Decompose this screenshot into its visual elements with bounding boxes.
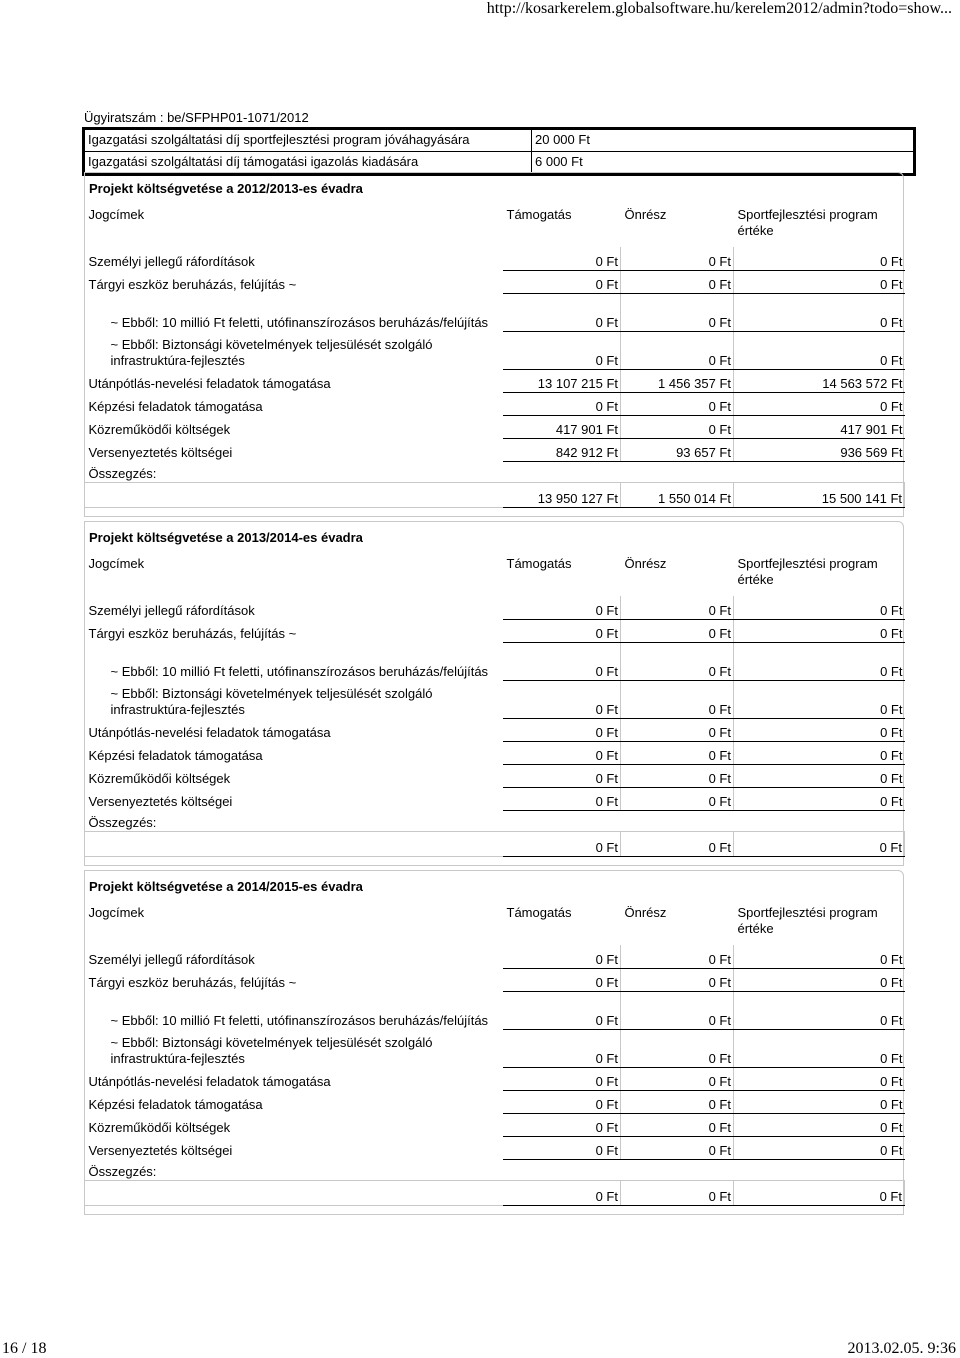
- program-value: 0 Ft: [734, 392, 905, 415]
- summary-own-share: 0 Ft: [621, 831, 734, 856]
- summary-program: 0 Ft: [734, 1180, 905, 1205]
- own-share-value: 0 Ft: [621, 680, 734, 718]
- support-value: 0 Ft: [503, 968, 621, 991]
- own-share-value: 0 Ft: [621, 741, 734, 764]
- row-label: Utánpótlás-nevelési feladatok támogatása: [88, 376, 331, 391]
- summary-spacer: [85, 831, 503, 856]
- program-value: 0 Ft: [734, 1029, 905, 1067]
- col-header-onresz: Önrész: [624, 207, 667, 222]
- row-label: Versenyeztetés költségei: [88, 794, 233, 809]
- table-header: [85, 902, 905, 945]
- program-value: 417 901 Ft: [734, 415, 905, 438]
- program-value: 0 Ft: [734, 1090, 905, 1113]
- program-value: 0 Ft: [734, 331, 905, 369]
- section-title: Projekt költségvetése a 2013/2014-es évadra: [89, 530, 363, 545]
- table-row: [85, 991, 905, 1029]
- fee-value: 6 000 Ft: [532, 152, 915, 175]
- table-row: [85, 369, 905, 392]
- row-label: Tárgyi eszköz beruházás, felújítás ~: [88, 626, 297, 641]
- fee-value: 20 000 Ft: [532, 129, 915, 152]
- summary-support: 0 Ft: [503, 831, 621, 856]
- summary-own-share: 1 550 014 Ft: [621, 482, 734, 507]
- program-value: 0 Ft: [734, 247, 905, 270]
- page-url: http://kosarkerelem.globalsoftware.hu/kerelem2012/admin?todo=show...: [486, 0, 952, 17]
- support-value: 0 Ft: [503, 764, 621, 787]
- page-number: 16 / 18: [2, 1340, 47, 1357]
- fees-table: [82, 127, 916, 176]
- support-value: 13 107 215 Ft: [503, 369, 621, 392]
- support-value: 0 Ft: [503, 1090, 621, 1113]
- summary-support: 0 Ft: [503, 1180, 621, 1205]
- program-value: 0 Ft: [734, 293, 905, 331]
- row-label: Versenyeztetés költségei: [88, 1143, 233, 1158]
- own-share-value: 0 Ft: [621, 968, 734, 991]
- budget-table: [84, 902, 905, 1206]
- own-share-value: 0 Ft: [621, 945, 734, 968]
- support-value: 0 Ft: [503, 331, 621, 369]
- row-label: Tárgyi eszköz beruházás, felújítás ~: [88, 277, 297, 292]
- support-value: 842 912 Ft: [503, 438, 621, 461]
- own-share-value: 0 Ft: [621, 1090, 734, 1113]
- own-share-value: 0 Ft: [621, 718, 734, 741]
- document-id: Ügyiratszám : be/SFPHP01-1071/2012: [84, 110, 309, 125]
- support-value: 0 Ft: [503, 1067, 621, 1090]
- support-value: 0 Ft: [503, 1029, 621, 1067]
- support-value: 0 Ft: [503, 642, 621, 680]
- table-row: [85, 596, 905, 619]
- support-value: 0 Ft: [503, 1113, 621, 1136]
- own-share-value: 1 456 357 Ft: [621, 369, 734, 392]
- program-value: 0 Ft: [734, 619, 905, 642]
- summary-row: [85, 1180, 905, 1205]
- program-value: 0 Ft: [734, 596, 905, 619]
- table-row: [85, 1067, 905, 1090]
- program-value: 0 Ft: [734, 741, 905, 764]
- program-value: 0 Ft: [734, 1113, 905, 1136]
- own-share-value: 0 Ft: [621, 991, 734, 1029]
- col-header-program-erteke: Sportfejlesztési program értéke: [737, 905, 878, 936]
- row-label: Közreműködői költségek: [88, 1120, 231, 1135]
- table-row: [85, 680, 905, 718]
- program-value: 14 563 572 Ft: [734, 369, 905, 392]
- program-value: 0 Ft: [734, 680, 905, 718]
- col-header-program-erteke: Sportfejlesztési program értéke: [737, 207, 878, 238]
- own-share-value: 0 Ft: [621, 270, 734, 293]
- summary-row: [85, 831, 905, 856]
- table-row: [85, 438, 905, 461]
- own-share-value: 0 Ft: [621, 787, 734, 810]
- own-share-value: 0 Ft: [621, 642, 734, 680]
- table-row: [85, 945, 905, 968]
- table-row: [85, 1113, 905, 1136]
- col-header-jogcimek: Jogcímek: [88, 905, 145, 920]
- summary-label: Összegzés:: [88, 1163, 157, 1179]
- row-label: ~ Ebből: 10 millió Ft feletti, utófinanszírozásos beruházás/felújítás: [110, 315, 489, 330]
- row-label: Közreműködői költségek: [88, 422, 231, 437]
- table-row: [85, 741, 905, 764]
- program-value: 0 Ft: [734, 1067, 905, 1090]
- row-label: Tárgyi eszköz beruházás, felújítás ~: [88, 975, 297, 990]
- table-row: [85, 331, 905, 369]
- col-header-tamogatas: Támogatás: [506, 905, 572, 920]
- fee-row: [84, 129, 915, 152]
- own-share-value: 0 Ft: [621, 764, 734, 787]
- section-title: Projekt költségvetése a 2012/2013-es évadra: [89, 181, 363, 196]
- support-value: 0 Ft: [503, 787, 621, 810]
- summary-row: [85, 482, 905, 507]
- col-header-program-erteke: Sportfejlesztési program értéke: [737, 556, 878, 587]
- col-header-tamogatas: Támogatás: [506, 556, 572, 571]
- program-value: 0 Ft: [734, 991, 905, 1029]
- table-row: [85, 293, 905, 331]
- row-label: Közreműködői költségek: [88, 771, 231, 786]
- support-value: 0 Ft: [503, 596, 621, 619]
- row-label: ~ Ebből: Biztonsági követelmények teljesülését szolgáló infrastruktúra-fejlesztés: [110, 1035, 433, 1066]
- own-share-value: 0 Ft: [621, 1113, 734, 1136]
- own-share-value: 0 Ft: [621, 331, 734, 369]
- col-header-jogcimek: Jogcímek: [88, 556, 145, 571]
- support-value: 0 Ft: [503, 619, 621, 642]
- support-value: 0 Ft: [503, 293, 621, 331]
- support-value: 0 Ft: [503, 1136, 621, 1159]
- table-header: [85, 204, 905, 247]
- own-share-value: 0 Ft: [621, 1029, 734, 1067]
- summary-spacer: [85, 482, 503, 507]
- table-row: [85, 968, 905, 991]
- own-share-value: 0 Ft: [621, 596, 734, 619]
- summary-label: Összegzés:: [88, 465, 157, 481]
- program-value: 936 569 Ft: [734, 438, 905, 461]
- col-header-onresz: Önrész: [624, 556, 667, 571]
- row-label: Személyi jellegű ráfordítások: [88, 952, 255, 967]
- table-row: [85, 764, 905, 787]
- print-datetime: 2013.02.05. 9:36: [847, 1340, 956, 1357]
- row-label: ~ Ebből: Biztonsági követelmények teljesülését szolgáló infrastruktúra-fejlesztés: [110, 686, 433, 717]
- summary-label: Összegzés:: [88, 814, 157, 830]
- program-value: 0 Ft: [734, 642, 905, 680]
- program-value: 0 Ft: [734, 787, 905, 810]
- row-label: Utánpótlás-nevelési feladatok támogatása: [88, 725, 331, 740]
- row-label: Személyi jellegű ráfordítások: [88, 603, 255, 618]
- table-row: [85, 718, 905, 741]
- summary-label-row: [85, 461, 905, 482]
- own-share-value: 0 Ft: [621, 1067, 734, 1090]
- own-share-value: 0 Ft: [621, 619, 734, 642]
- col-header-tamogatas: Támogatás: [506, 207, 572, 222]
- support-value: 0 Ft: [503, 392, 621, 415]
- summary-label-row: [85, 810, 905, 831]
- support-value: 0 Ft: [503, 741, 621, 764]
- program-value: 0 Ft: [734, 764, 905, 787]
- support-value: 0 Ft: [503, 680, 621, 718]
- own-share-value: 0 Ft: [621, 1136, 734, 1159]
- summary-support: 13 950 127 Ft: [503, 482, 621, 507]
- table-row: [85, 415, 905, 438]
- col-header-onresz: Önrész: [624, 905, 667, 920]
- row-label: Képzési feladatok támogatása: [88, 399, 263, 414]
- summary-spacer: [85, 1180, 503, 1205]
- table-row: [85, 619, 905, 642]
- row-label: Képzési feladatok támogatása: [88, 748, 263, 763]
- support-value: 0 Ft: [503, 945, 621, 968]
- table-row: [85, 247, 905, 270]
- support-value: 0 Ft: [503, 991, 621, 1029]
- budget-table: [84, 204, 905, 508]
- fee-label: Igazgatási szolgáltatási díj támogatási igazolás kiadására: [84, 152, 532, 175]
- row-label: ~ Ebből: 10 millió Ft feletti, utófinanszírozásos beruházás/felújítás: [110, 1013, 489, 1028]
- row-label: Versenyeztetés költségei: [88, 445, 233, 460]
- summary-program: 15 500 141 Ft: [734, 482, 905, 507]
- row-label: Személyi jellegű ráfordítások: [88, 254, 255, 269]
- table-row: [85, 642, 905, 680]
- program-value: 0 Ft: [734, 270, 905, 293]
- row-label: ~ Ebből: 10 millió Ft feletti, utófinanszírozásos beruházás/felújítás: [110, 664, 489, 679]
- table-header: [85, 553, 905, 596]
- table-row: [85, 270, 905, 293]
- program-value: 0 Ft: [734, 718, 905, 741]
- support-value: 0 Ft: [503, 270, 621, 293]
- summary-label-row: [85, 1159, 905, 1180]
- row-label: ~ Ebből: Biztonsági követelmények teljesülését szolgáló infrastruktúra-fejlesztés: [110, 337, 433, 368]
- own-share-value: 0 Ft: [621, 293, 734, 331]
- own-share-value: 0 Ft: [621, 247, 734, 270]
- program-value: 0 Ft: [734, 945, 905, 968]
- fee-label: Igazgatási szolgáltatási díj sportfejlesztési program jóváhagyására: [84, 129, 532, 152]
- program-value: 0 Ft: [734, 1136, 905, 1159]
- support-value: 417 901 Ft: [503, 415, 621, 438]
- support-value: 0 Ft: [503, 247, 621, 270]
- own-share-value: 93 657 Ft: [621, 438, 734, 461]
- budget-table: [84, 553, 905, 857]
- table-row: [85, 392, 905, 415]
- col-header-jogcimek: Jogcímek: [88, 207, 145, 222]
- support-value: 0 Ft: [503, 718, 621, 741]
- section-title: Projekt költségvetése a 2014/2015-es évadra: [89, 879, 363, 894]
- program-value: 0 Ft: [734, 968, 905, 991]
- own-share-value: 0 Ft: [621, 415, 734, 438]
- table-row: [85, 1029, 905, 1067]
- summary-program: 0 Ft: [734, 831, 905, 856]
- row-label: Utánpótlás-nevelési feladatok támogatása: [88, 1074, 331, 1089]
- table-row: [85, 1090, 905, 1113]
- summary-own-share: 0 Ft: [621, 1180, 734, 1205]
- table-row: [85, 787, 905, 810]
- table-row: [85, 1136, 905, 1159]
- own-share-value: 0 Ft: [621, 392, 734, 415]
- row-label: Képzési feladatok támogatása: [88, 1097, 263, 1112]
